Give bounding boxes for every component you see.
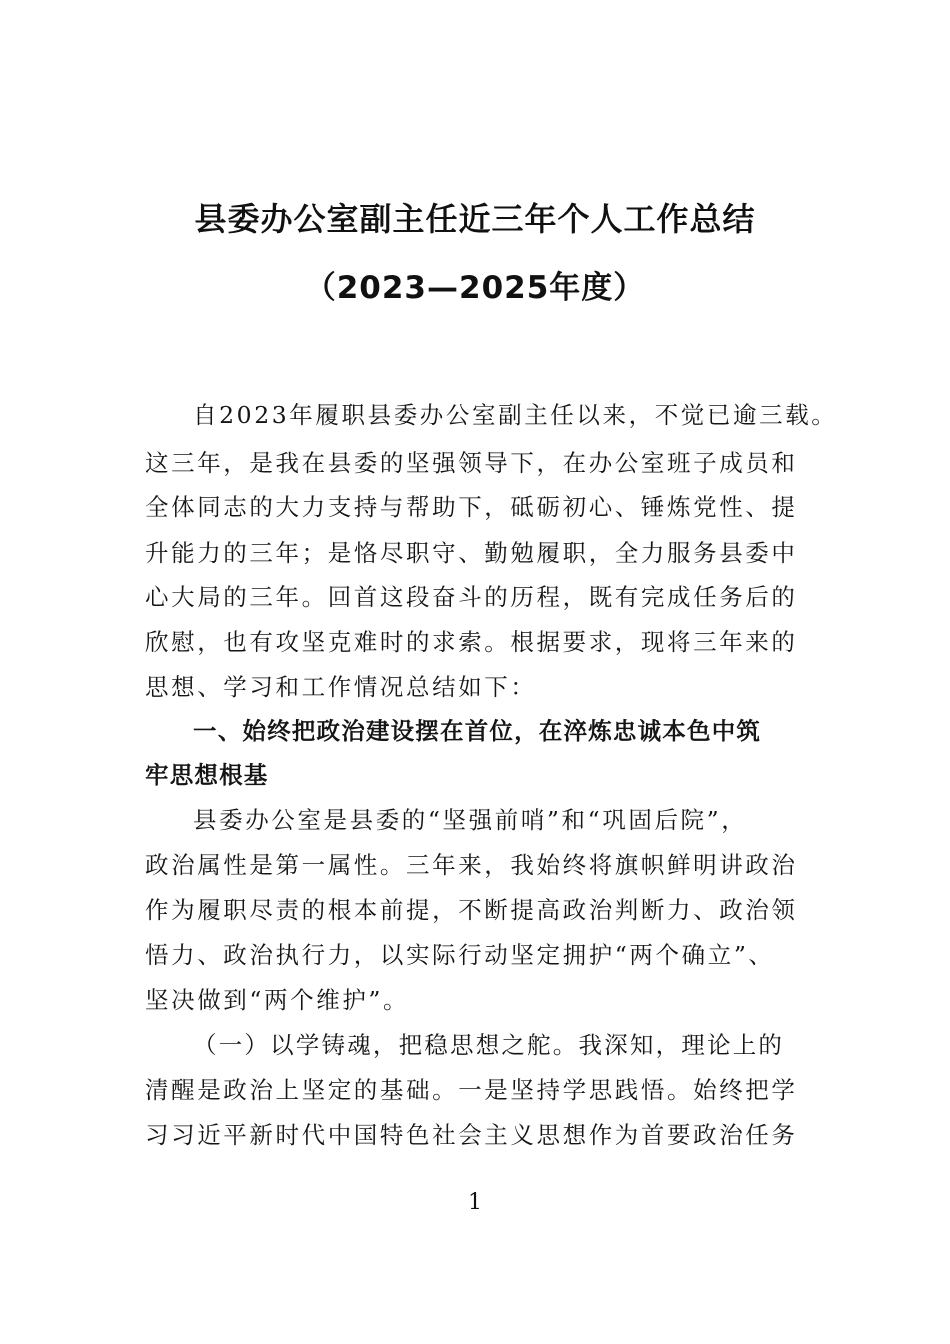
- paragraph-line: 思想、学习和工作情况总结如下：: [145, 673, 537, 701]
- paragraph-line: 习习近平新时代中国特色社会主义思想作为首要政治任务: [145, 1121, 798, 1149]
- paragraph-line: 心大局的三年。回首这段奋斗的历程，既有完成任务后的: [145, 583, 798, 611]
- paragraph-line: 清醒是政治上坚定的基础。一是坚持学思践悟。始终把学: [145, 1076, 798, 1104]
- section-heading-line: 一、始终把政治建设摆在首位，在淬炼忠诚本色中筑: [193, 717, 762, 745]
- page-number: 1: [468, 1190, 482, 1215]
- document-title: 县委办公室副主任近三年个人工作总结: [194, 200, 756, 238]
- paragraph-line: 悟力、政治执行力，以实际行动坚定拥护“两个确立”、: [145, 941, 775, 969]
- paragraph-line: 升能力的三年；是恪尽职守、勤勉履职，全力服务县委中: [145, 539, 798, 567]
- paragraph-line: 坚决做到“两个维护”。: [145, 986, 410, 1014]
- subsection-line: （一）以学铸魂，把稳思想之舵。我深知，理论上的: [193, 1031, 785, 1059]
- paragraph-line: 欣慰，也有攻坚克难时的求索。根据要求，现将三年来的: [145, 628, 798, 656]
- paragraph-line: 这三年，是我在县委的坚强领导下，在办公室班子成员和: [145, 449, 798, 477]
- paragraph-line: 作为履职尽责的根本前提，不断提高政治判断力、政治领: [145, 896, 798, 924]
- paragraph-line: 自2023年履职县委办公室副主任以来，不觉已逾三载。: [193, 401, 838, 429]
- section-heading-line: 牢思想根基: [145, 761, 269, 789]
- paragraph-line: 全体同志的大力支持与帮助下，砥砺初心、锤炼党性、提: [145, 493, 798, 521]
- paragraph-line: 县委办公室是县委的“坚强前哨”和“巩固后院”，: [193, 806, 748, 834]
- document-subtitle: （2023—2025年度）: [304, 270, 646, 306]
- paragraph-line: 政治属性是第一属性。三年来，我始终将旗帜鲜明讲政治: [145, 851, 798, 879]
